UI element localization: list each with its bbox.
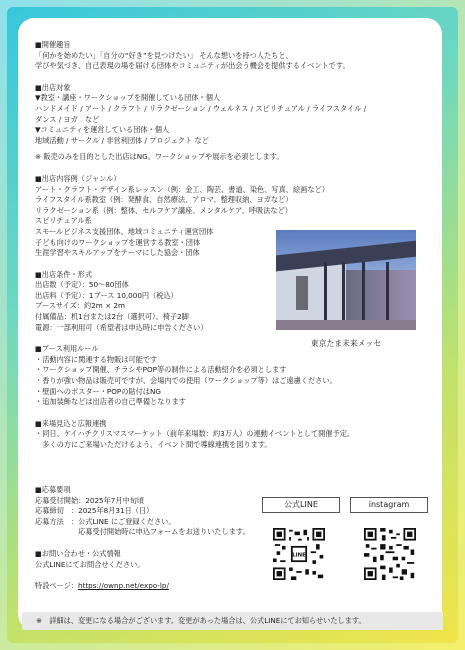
- text-line: ライフスタイル系教室（例：発酵食、自然療法、アロマ、整理収納、ヨガなど）: [35, 195, 293, 205]
- text-line: ハンドメイド / アート / クラフト / リラクゼーション / ウェルネス / スピリチュアル / ライフスタイル /: [35, 103, 367, 113]
- text-line: 「何かを始めたい」「自分の“好き”を見つけたい」 そんな想いを持つ人たちと、: [35, 50, 293, 60]
- text-line: ・香りが強い物品は販売可ですが、会場内での使用（ワークショップ等）はご遠慮ください。: [35, 376, 337, 386]
- text-line: 出店料（予定）：1ブース 10,000円（税込）: [35, 290, 178, 300]
- section-purpose: [35, 40, 445, 72]
- application-block: [35, 485, 275, 592]
- text-line: 付属備品：机1台または2台（選択可）、椅子2脚: [35, 312, 189, 322]
- text-line: 多くの方にご来場いただけるよう、イベント間で導線連携を図ります。: [35, 440, 272, 449]
- svg-text:LINE: LINE: [292, 552, 306, 559]
- text-line: ・ワークショップ開催、チラシやPOP等の制作による活動紹介を必須とします: [35, 365, 287, 375]
- text-line: 地域活動 / サークル / 非営利団体 / プロジェクト など: [35, 135, 209, 145]
- text-line: 子ども向けのワークショップを運営する教室・団体: [35, 237, 201, 247]
- section-rules: [35, 344, 445, 408]
- section-collab: [35, 419, 445, 451]
- line-qr-code-icon[interactable]: [273, 528, 325, 580]
- text-line: アート・クラフト・デザイン系レッスン（例：金工、陶芸、書道、染色、写真、絵画など）: [35, 184, 329, 194]
- text-line: ▼教室・講座・ワークショップを開催している団体・個人: [35, 93, 221, 103]
- text-line: ブースサイズ：約2m × 2m: [35, 301, 125, 311]
- section-target: [35, 83, 445, 163]
- text-line: スモールビジネス支援団体、地域コミュニティ運営団体: [35, 226, 214, 236]
- contact-line: 公式LINEにてお問合せください。: [35, 559, 145, 569]
- text-line: リラクゼーション系（例：整体、セルフケア講座、メンタルケア、呼吸法など）: [35, 205, 292, 215]
- line-label-box: 公式LINE: [262, 497, 340, 513]
- section-heading: ■応募要項: [35, 485, 71, 494]
- instagram-qr-code-icon[interactable]: [364, 528, 416, 580]
- text-line: ・活動内容に関連する物販は可能です: [35, 354, 158, 364]
- text-line: 生涯学習やスキルアップをテーマにした協会・団体: [35, 248, 200, 258]
- target-note: ※ 販売のみを目的とした出店はNG。ワークショップや展示を必須とします。: [35, 152, 284, 162]
- section-heading: ■来場見込と広報連携: [35, 418, 107, 428]
- text-line: スピリチュアル系: [35, 216, 92, 226]
- section-heading: ■ブース利用ルール: [35, 344, 99, 354]
- text-line: ・同日、ケイハチクリスマスマーケット（前年来場数：約3万人）の連動イベントとして開催予定。: [35, 429, 355, 439]
- venue-photo-block: [276, 230, 416, 349]
- text-line: 電源：一部利用可（希望者は申込時に申告ください）: [35, 322, 208, 332]
- section-heading: ■出店対象: [35, 82, 71, 92]
- text-line: 出店数（予定）：50〜80団体: [35, 280, 129, 290]
- special-page-line: [35, 581, 275, 592]
- text-line: 学びや気づき、自己表現の場を届ける団体やコミュニティが出会う機会を提供するイベントです。: [35, 61, 350, 71]
- section-heading: ■開催趣旨: [35, 40, 71, 49]
- text-line: ・壁面へのポスター・POPの貼付はNG: [35, 386, 161, 396]
- notice-bar: ※ 詳細は、変更になる場合がございます。変更があった場合は、公式LINEにてお知らせいたします。: [22, 612, 443, 630]
- venue-caption: 東京たま未来メッセ: [310, 339, 382, 348]
- instagram-label-box: instagram: [350, 497, 428, 513]
- special-page-label: 特設ページ：: [35, 581, 78, 591]
- section-heading: ■お問い合わせ・公式情報: [35, 548, 121, 558]
- text-line: ▼コミュニティを運営している団体・個人: [35, 125, 170, 135]
- text-line: ダンス / ヨガ など: [35, 114, 100, 124]
- text-line: 応募締切 ：2025年8月31日（日）: [35, 506, 154, 516]
- section-heading: ■出店内容例（ジャンル）: [35, 173, 121, 183]
- text-line: ・追加装飾などは出店者の自己準備となります: [35, 397, 186, 407]
- text-line: 応募受付開始：2025年7月中旬頃: [35, 495, 145, 505]
- text-line: 応募受付開始時に申込フォームをお送りいたします。: [35, 527, 250, 537]
- text-line: 応募方法 ：公式LINE にご登録ください。: [35, 516, 176, 526]
- section-heading: ■出店条件・形式: [35, 269, 93, 279]
- special-page-link[interactable]: https://ownp.net/expo-lp/: [77, 581, 169, 591]
- venue-photo: [276, 230, 416, 330]
